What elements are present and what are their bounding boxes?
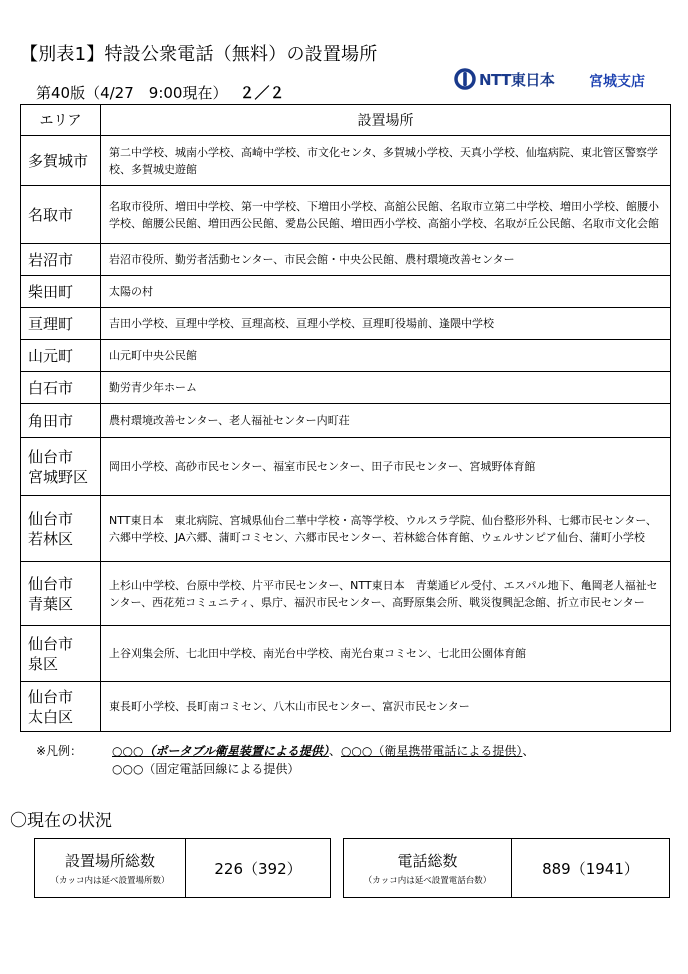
locations-cell: 太陽の村: [101, 276, 671, 308]
total-locations-label: 設置場所総数: [64, 852, 155, 870]
table-row: [21, 372, 671, 404]
area-cell: 角田市: [21, 404, 101, 438]
total-locations-box: [34, 838, 331, 898]
legend-portable: ○○○（ポータブル衛星装置による提供）: [112, 744, 329, 758]
total-phones-label-cell: [344, 839, 512, 897]
ntt-logo-icon: [454, 68, 476, 90]
table-row: [21, 186, 671, 244]
area-cell: 白石市: [21, 372, 101, 404]
total-locations-label-cell: [35, 839, 186, 897]
total-phones-box: [343, 838, 670, 898]
legend: [36, 742, 534, 778]
legend-satellite: ○○○（衛星携帯電話による提供）: [340, 744, 523, 758]
legend-separator: 、: [328, 744, 341, 758]
table-row: [21, 308, 671, 340]
area-cell: 亘理町: [21, 308, 101, 340]
area-cell: 多賀城市: [21, 136, 101, 186]
locations-cell: 山元町中央公民館: [101, 340, 671, 372]
area-cell: 仙台市 宮城野区: [21, 438, 101, 496]
branch-name: 宮城支店: [589, 74, 645, 90]
locations-cell: 勤労青少年ホーム: [101, 372, 671, 404]
table-row: [21, 340, 671, 372]
total-phones-note: （カッコ内は延べ設置電話台数）: [363, 876, 492, 886]
area-cell: 仙台市 泉区: [21, 626, 101, 682]
locations-cell: 上谷刈集会所、七北田中学校、南光台中学校、南光台東コミセン、七北田公園体育館: [101, 626, 671, 682]
total-locations-note: （カッコ内は延べ設置場所数）: [50, 876, 170, 886]
total-locations-value: 226（392）: [214, 859, 302, 878]
legend-separator: 、: [522, 744, 535, 758]
page-number: ２／２: [239, 84, 285, 102]
legend-fixed: ○○○（固定電話回線による提供）: [112, 762, 300, 776]
table-row: [21, 682, 671, 732]
locations-cell: 農村環境改善センター、老人福祉センター内町荘: [101, 404, 671, 438]
table-row: [21, 562, 671, 626]
table-row: [21, 438, 671, 496]
legend-line-1: [36, 742, 534, 760]
column-header-area: エリア: [21, 105, 101, 136]
area-cell: 山元町: [21, 340, 101, 372]
table-row: [21, 136, 671, 186]
area-cell: 仙台市 青葉区: [21, 562, 101, 626]
locations-cell: NTT東日本 東北病院、宮城県仙台二華中学校・高等学校、ウルスラ学院、仙台整形外科、七郷市民センター、六郷中学校、JA六郷、蒲町コミセン、六郷市民センター、若林総合体育館、ウェルサンピア仙台、蒲町小学校: [101, 496, 671, 562]
ntt-brand: [454, 68, 554, 90]
total-phones-value: 889（1941）: [542, 859, 639, 878]
locations-cell: 吉田小学校、亘理中学校、亘理高校、亘理小学校、亘理町役場前、逢隈中学校: [101, 308, 671, 340]
area-cell: 柴田町: [21, 276, 101, 308]
locations-table: [20, 104, 671, 732]
locations-cell: 東長町小学校、長町南コミセン、八木山市民センター、富沢市民センター: [101, 682, 671, 732]
locations-cell: 上杉山中学校、台原中学校、片平市民センター、NTT東日本 青葉通ビル受付、エスパル地下、亀岡老人福祉センター、西花苑コミュニティ、県庁、福沢市民センター、高野原集会所、戦災復興記念館、折立市民センター: [101, 562, 671, 626]
document-title: 【別表1】特設公衆電話（無料）の設置場所: [20, 44, 378, 65]
version-line: [36, 82, 284, 103]
table-row: [21, 404, 671, 438]
locations-cell: 岩沼市役所、勤労者活動センター、市民会館・中央公民館、農村環境改善センター: [101, 244, 671, 276]
table-row: [21, 276, 671, 308]
legend-label: ※凡例：: [36, 744, 83, 758]
area-cell: 仙台市 若林区: [21, 496, 101, 562]
locations-cell: 名取市役所、増田中学校、第一中学校、下増田小学校、高舘公民館、名取市立第二中学校、増田小学校、館腰小学校、館腰公民館、増田西公民館、愛島公民館、増田西小学校、高舘小学校、名取が丘公民館、名取市文化会館: [101, 186, 671, 244]
locations-cell: 岡田小学校、高砂市民センター、福室市民センター、田子市民センター、宮城野体育館: [101, 438, 671, 496]
column-header-locations: 設置場所: [101, 105, 671, 136]
total-phones-label: 電話総数: [397, 852, 458, 870]
status-heading: 〇現在の状況: [10, 811, 112, 831]
brand-name: NTT東日本: [479, 70, 555, 89]
table-row: [21, 244, 671, 276]
area-cell: 名取市: [21, 186, 101, 244]
table-row: [21, 496, 671, 562]
area-cell: 仙台市 太白区: [21, 682, 101, 732]
locations-cell: 第二中学校、城南小学校、高崎中学校、市文化センタ、多賀城小学校、天真小学校、仙塩病院、東北管区警察学校、多賀城史遊館: [101, 136, 671, 186]
legend-line-2: [36, 760, 534, 778]
table-header-row: [21, 105, 671, 136]
area-cell: 岩沼市: [21, 244, 101, 276]
table-row: [21, 626, 671, 682]
version-label: 第40版（4/27 9:00現在）: [36, 84, 228, 102]
